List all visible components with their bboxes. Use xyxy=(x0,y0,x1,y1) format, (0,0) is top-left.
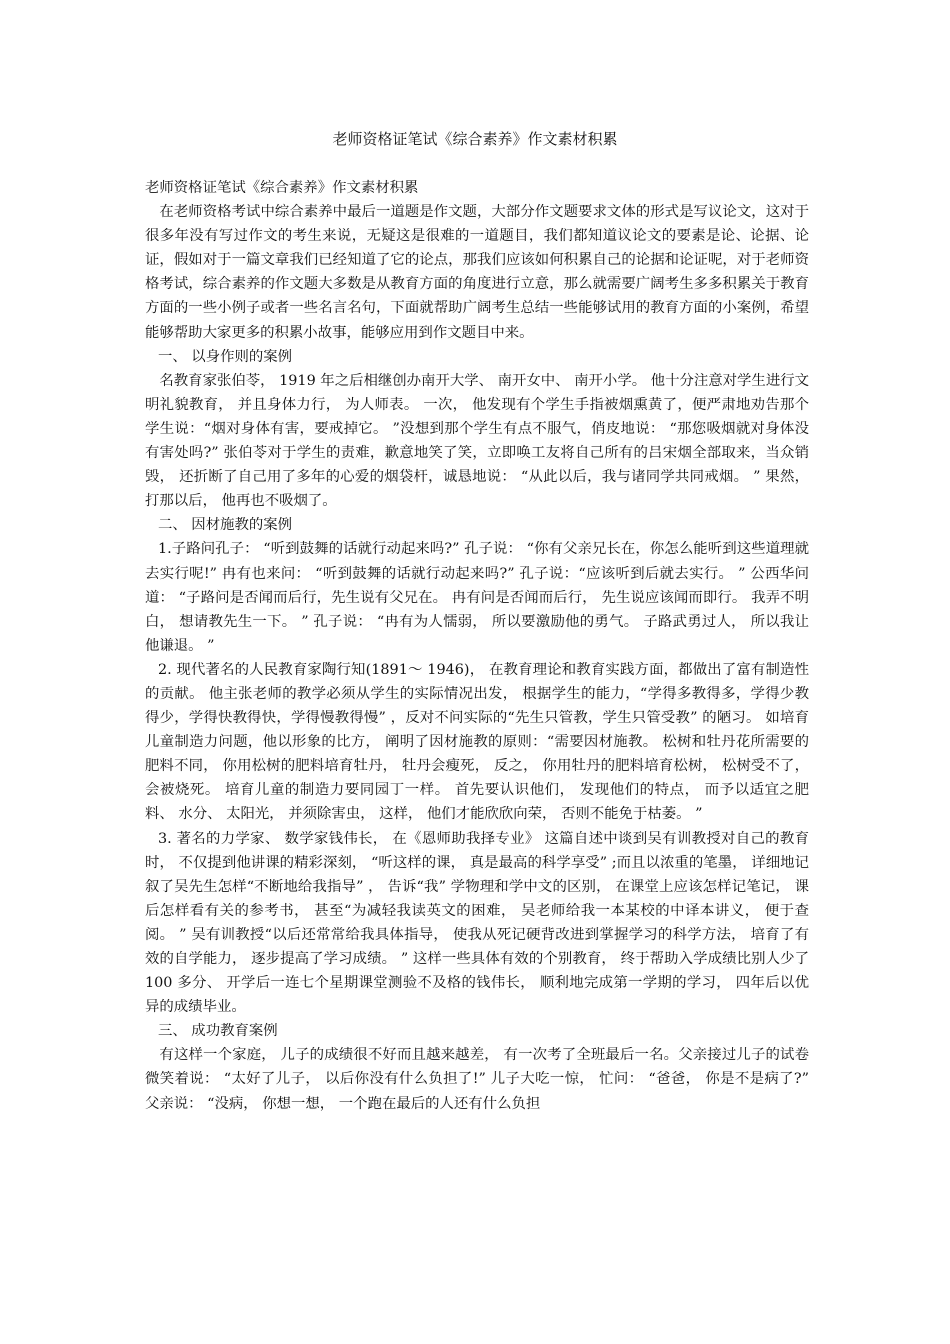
case-qian-weichang-paragraph: 3. 著名的力学家、 数学家钱伟长， 在《恩师助我择专业》 这篇自述中谈到吴有训教授对自己的教育时， 不仅提到他讲课的精彩深刻， “听这样的课， 真是最高的科学享受” ;而且以浓重的笔墨， 详细地记叙了吴先生怎样“不断地给我指导” ， 告诉“我” 学物理和学中文的区别， 在课堂上应该怎样记笔记， 课后怎样看有关的参考书， 甚至“为减轻我读英文的困难， 吴老师给我一本某校的中译本讲义， 便于查阅。 ” 吴有训教授“以后还常常给我具体指导， 使我从死记硬背改进到掌握学习的科学方法， 培育了有效的自学能力， 逐步提高了学习成绩。 ” 这样一些具体有效的个别教育， 终于帮助入学成绩比别人少了 100 多分、 开学后一连七个星期课堂测验不及格的钱伟长， 顺利地完成第一学期的学习， 四年后以优异的成绩毕业。 xyxy=(145,830,809,1016)
document-title: 老师资格证笔试《综合素养》作文素材积累 xyxy=(332,130,618,148)
section-heading-lead-by-example: 一、 以身作则的案例 xyxy=(157,348,293,365)
section-success-education-body: 有这样一个家庭， 儿子的成绩很不好而且越来越差， 有一次考了全班最后一名。父亲接过儿子的试卷微笑着说： “太好了儿子， 以后你没有什么负担了!” 儿子大吃一惊， 忙问： “爸爸， 你是不是病了?” 父亲说： “没病， 你想一想， 一个跑在最后的人还有什么负担 xyxy=(145,1047,809,1112)
case-confucius-paragraph: 1.子路问孔子： “听到鼓舞的话就行动起来吗?” 孔子说： “你有父亲兄长在，你怎么能听到这些道理就去实行呢!” 冉有也来问： “听到鼓舞的话就行动起来吗?” 孔子说：“应该听到后就去实行。 ” 公西华问道： “子路问是否闻而后行，先生说有父兄在。 冉有问是否闻而后行， 先生说应该闻而即行。 我弄不明白， 想请教先生一下。 ” 孔子说： “冉有为人懦弱， 所以要激励他的勇气。 子路武勇过人， 所以我让他谦退。 ” xyxy=(145,541,809,654)
document-body xyxy=(145,176,809,1116)
intro-paragraph: 在老师资格考试中综合素养中最后一道题是作文题，大部分作文题要求文体的形式是写议论文，这对于很多年没有写过作文的考生来说，无疑这是很难的一道题目，我们都知道议论文的要素是论、论据、论证，假如对于一篇文章我们已经知道了它的论点，那我们应该如何积累自己的论据和论证呢，对于老师资格考试，综合素养的作文题大多数是从教育方面的角度进行立意，那么就需要广阔考生多多积累关于教育方面的一些小例子或者一些名言名句，下面就帮助广阔考生总结一些能够试用的教育方面的小案例，希望能够帮助大家更多的积累小故事，能够应用到作文题目中来。 xyxy=(145,204,809,341)
section-heading-individualized-teaching: 二、 因材施教的案例 xyxy=(157,517,293,534)
section-heading-success-education: 三、 成功教育案例 xyxy=(157,1023,278,1040)
document-subtitle: 老师资格证笔试《综合素养》作文素材积累 xyxy=(145,180,419,196)
case-tao-xingzhi-paragraph: 2. 现代著名的人民教育家陶行知(1891～ 1946)， 在教育理论和教育实践方面，都做出了富有制造性的贡献。 他主张老师的教学必须从学生的实际情况出发， 根据学生的能力，“学得多教得多，学得少教得少，学得快教得快，学得慢教得慢” ，反对不问实际的“先生只管教，学生只管受教” 的陋习。 如培育儿童制造力问题，他以形象的比方， 阐明了因材施教的原则：“需要因材施教。 松树和牡丹花所需要的肥料不同， 你用松树的肥料培育牡丹， 牡丹会瘦死， 反之， 你用牡丹的肥料培育松树， 松树受不了， 会被烧死。 培育儿童的制造力要同园丁一样。 首先要认识他们， 发现他们的特点， 而予以适宜之肥料、 水分、 太阳光， 并须除害虫， 这样， 他们才能欣欣向荣， 否则不能免于枯萎。 ” xyxy=(145,661,809,823)
section-lead-by-example-body: 名教育家张伯苓， 1919 年之后相继创办南开大学、 南开女中、 南开小学。 他十分注意对学生进行文明礼貌教育， 并且身体力行， 为人师表。 一次， 他发现有个学生手指被烟熏黄了，便严肃地劝告那个学生说：“烟对身体有害，要戒掉它。 ”没想到那个学生有点不服气，俏皮地说： “那您吸烟就对身体没有害处吗?” 张伯苓对于学生的责难，歉意地笑了笑，立即唤工友将自己所有的吕宋烟全部取来，当众销毁， 还折断了自己用了多年的心爱的烟袋杆，诚恳地说： “从此以后，我与诸同学共同戒烟。 ” 果然， 打那以后， 他再也不吸烟了。 xyxy=(145,372,809,510)
